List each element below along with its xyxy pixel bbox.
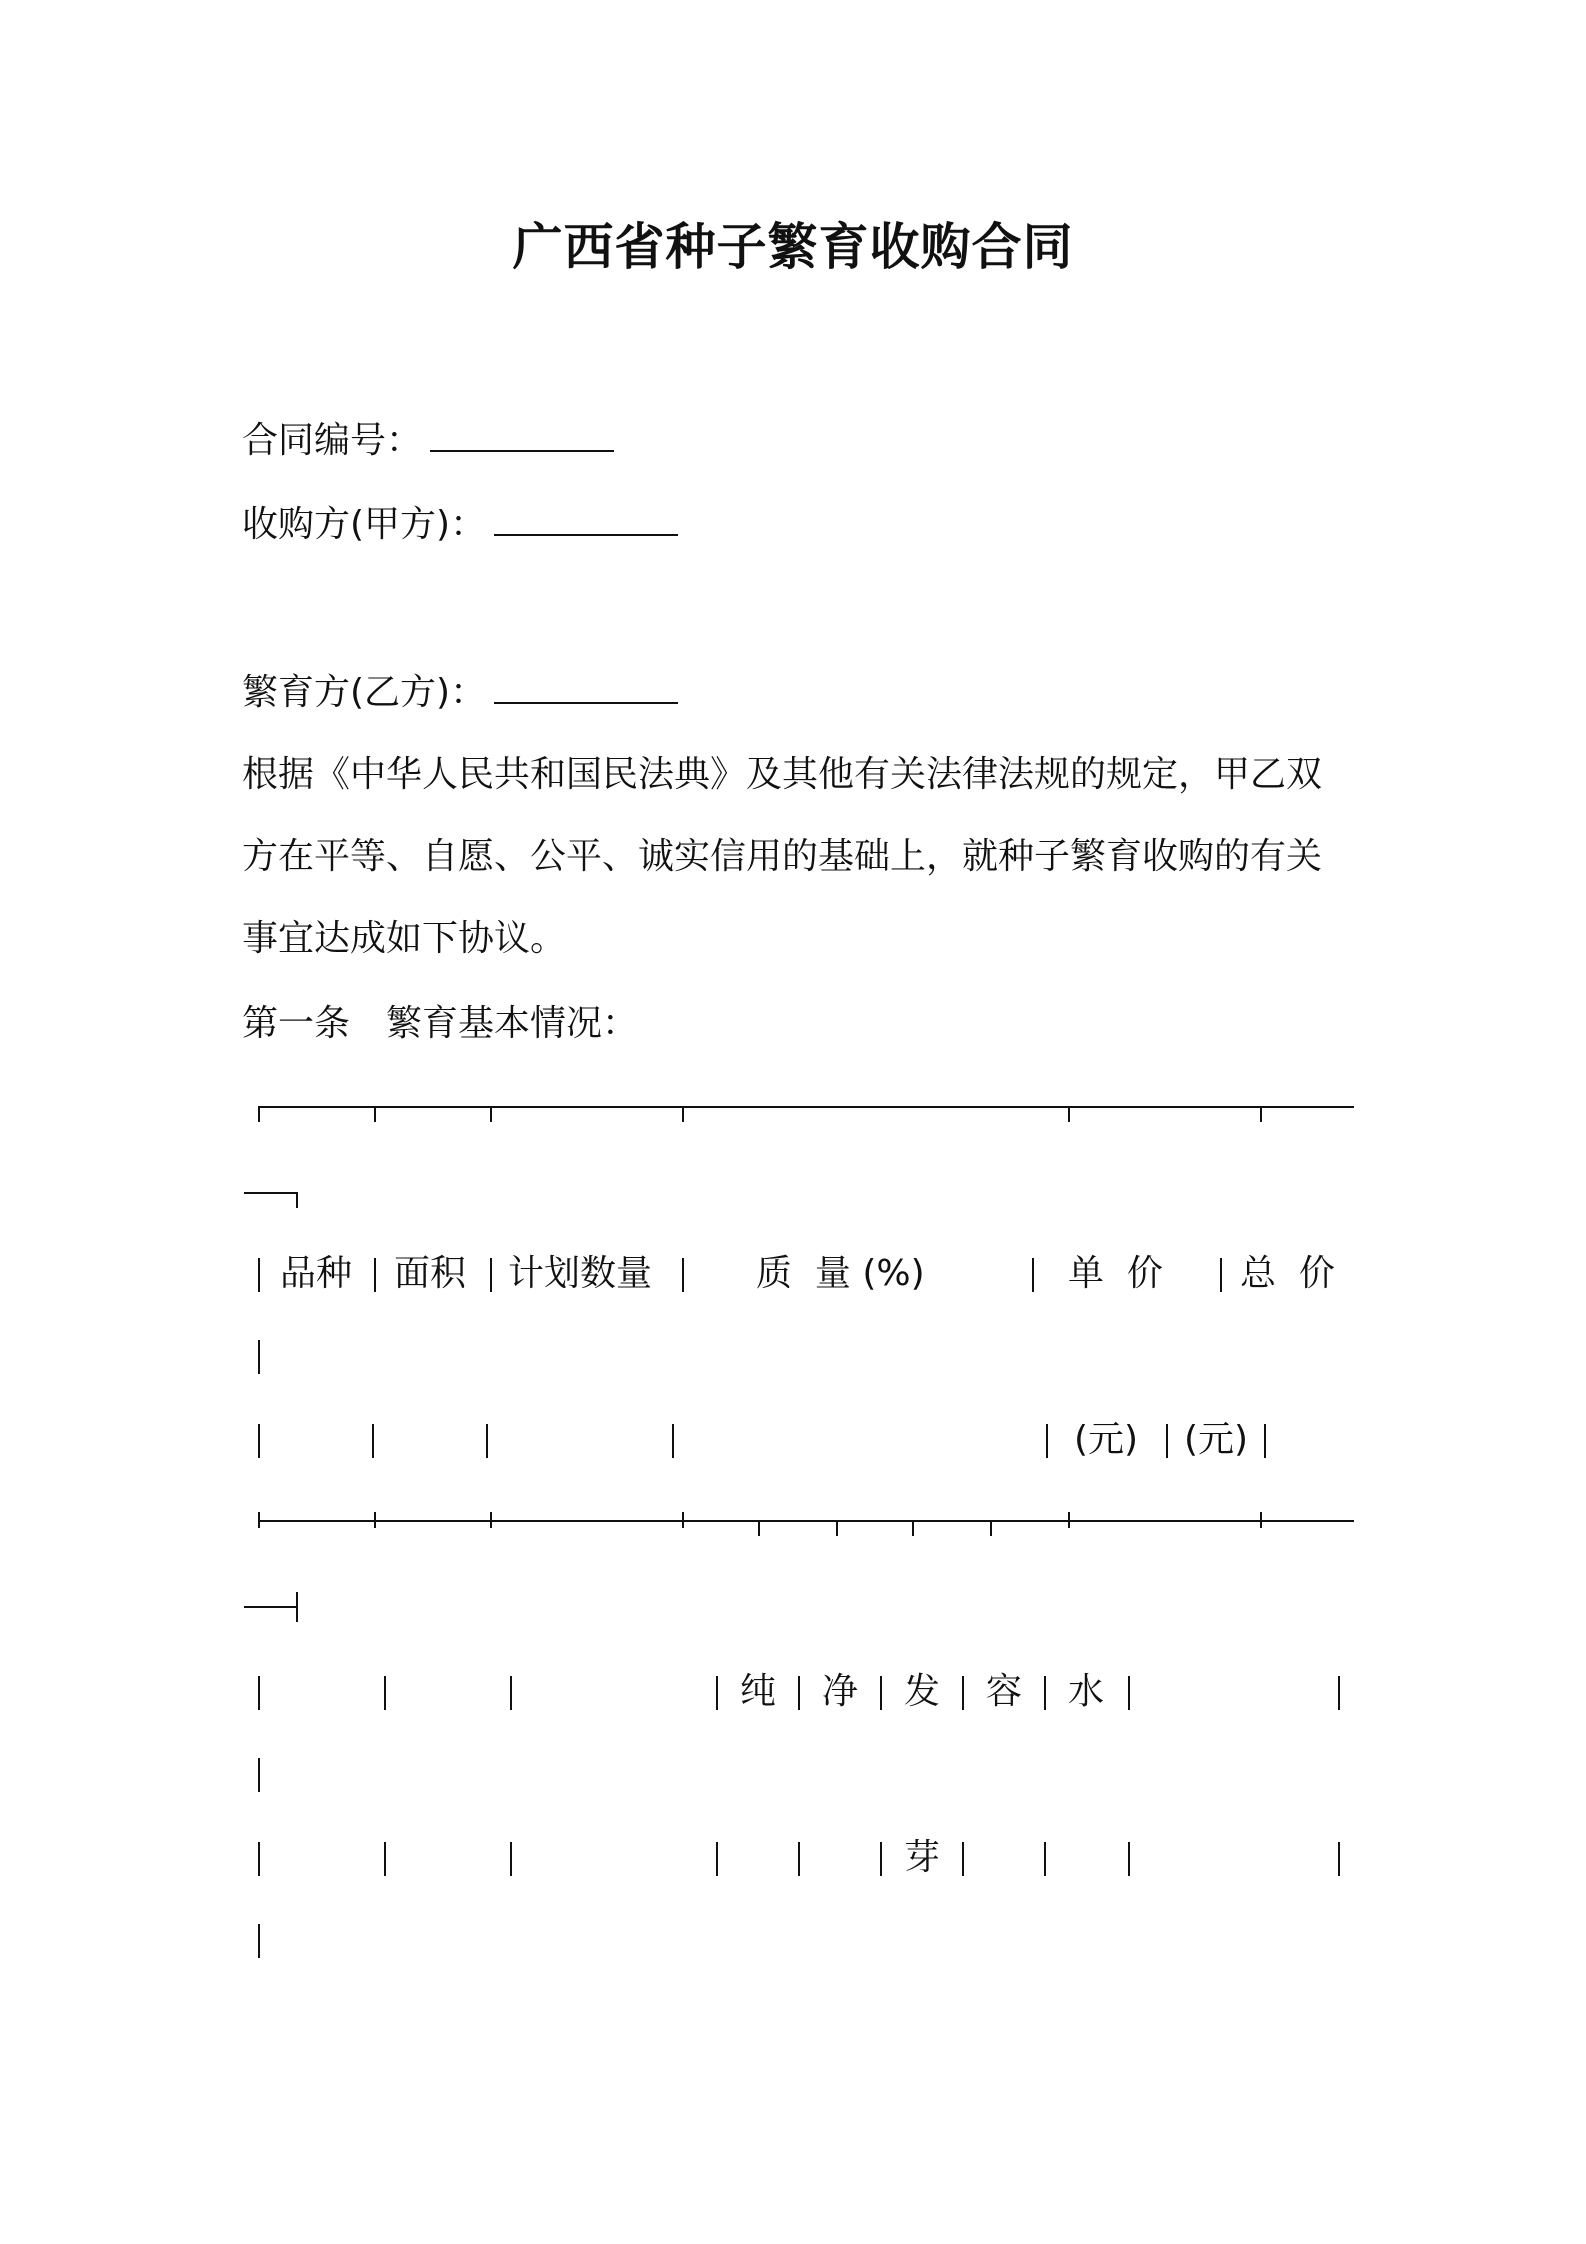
table-tick (758, 1520, 760, 1536)
contract-number-label: 合同编号： (242, 420, 423, 461)
table-tick (258, 1106, 260, 1122)
table-border (1338, 1676, 1340, 1710)
table-tick (682, 1106, 684, 1122)
table-border (490, 1258, 492, 1292)
table-tick (836, 1520, 838, 1536)
table-tick (1068, 1512, 1070, 1528)
header-unit-price: 单 价 (1068, 1253, 1163, 1294)
buyer-line (242, 496, 678, 551)
table-border (384, 1842, 386, 1876)
table-border (1046, 1424, 1048, 1458)
article-one-heading: 第一条 繁育基本情况： (242, 1003, 639, 1044)
buyer-label: 收购方(甲方)： (242, 504, 487, 545)
table-tick (374, 1512, 376, 1528)
header-planned-quantity: 计划数量 (508, 1253, 653, 1294)
table-tick (682, 1512, 684, 1528)
quality-purity: 纯 (740, 1671, 777, 1712)
table-tick (374, 1106, 376, 1122)
table-border (258, 1842, 260, 1876)
quality-germination-2: 芽 (904, 1837, 941, 1878)
header-quality: 质 量 (%) (756, 1253, 925, 1294)
table-border (798, 1842, 800, 1876)
table-tick (1260, 1106, 1262, 1122)
quality-germination: 发 (904, 1671, 941, 1712)
table-border (1264, 1424, 1266, 1458)
table-border (384, 1676, 386, 1710)
table-border (374, 1258, 376, 1292)
table-border (1032, 1258, 1034, 1292)
document-title: 广西省种子繁育收购合同 (512, 218, 1074, 276)
table-border (258, 1924, 260, 1958)
table-border (716, 1842, 718, 1876)
table-border (1128, 1842, 1130, 1876)
table-border (880, 1842, 882, 1876)
intro-paragraph (242, 734, 1362, 980)
table-tick (490, 1106, 492, 1122)
table-border (672, 1424, 674, 1458)
table-top-rule-wrap (244, 1192, 296, 1194)
table-border (258, 1758, 260, 1792)
table-border (258, 1258, 260, 1292)
intro-line-3: 事宜达成如下协议。 (242, 918, 567, 959)
quality-moisture: 水 (1068, 1671, 1105, 1712)
table-border (296, 1592, 298, 1622)
table-tick (490, 1512, 492, 1528)
intro-line-1: 根据《中华人民共和国民法典》及其他有关法律法规的规定，甲乙双 (242, 754, 1323, 795)
table-border (1128, 1676, 1130, 1710)
table-border (1044, 1676, 1046, 1710)
intro-line-2: 方在平等、自愿、公平、诚实信用的基础上，就种子繁育收购的有关 (242, 836, 1323, 877)
breeder-label: 繁育方(乙方)： (242, 672, 487, 713)
table-border (1044, 1842, 1046, 1876)
breeder-line (242, 664, 678, 719)
table-tick (1068, 1106, 1070, 1122)
table-tick (990, 1520, 992, 1536)
table-border (258, 1340, 260, 1374)
table-border (1338, 1842, 1340, 1876)
table-middle-rule (258, 1520, 1354, 1522)
table-border (1220, 1258, 1222, 1292)
table-border (258, 1676, 260, 1710)
table-middle-rule-wrap (244, 1606, 296, 1608)
header-area: 面积 (394, 1253, 467, 1294)
table-border (962, 1676, 964, 1710)
header-unit-price-unit: (元) (1074, 1419, 1139, 1460)
table-top-rule (258, 1106, 1354, 1108)
quality-bulk-density: 容 (986, 1671, 1023, 1712)
table-border (486, 1424, 488, 1458)
buyer-blank (494, 496, 678, 536)
contract-number-blank (430, 412, 614, 452)
header-total-price-unit: (元) (1184, 1419, 1249, 1460)
breeder-blank (494, 664, 678, 704)
contract-number-line (242, 412, 614, 467)
table-border (682, 1258, 684, 1292)
table-border (372, 1424, 374, 1458)
table-border (880, 1676, 882, 1710)
table-border (716, 1676, 718, 1710)
table-border (1166, 1424, 1168, 1458)
table-tick (258, 1512, 260, 1528)
table-border (798, 1676, 800, 1710)
table-border (510, 1676, 512, 1710)
header-variety: 品种 (280, 1253, 353, 1294)
table-tick (296, 1192, 298, 1208)
table-tick (912, 1520, 914, 1536)
quality-cleanliness: 净 (822, 1671, 859, 1712)
table-border (962, 1842, 964, 1876)
table-border (510, 1842, 512, 1876)
table-border (258, 1424, 260, 1458)
header-total-price: 总 价 (1240, 1253, 1335, 1294)
table-tick (1260, 1512, 1262, 1528)
